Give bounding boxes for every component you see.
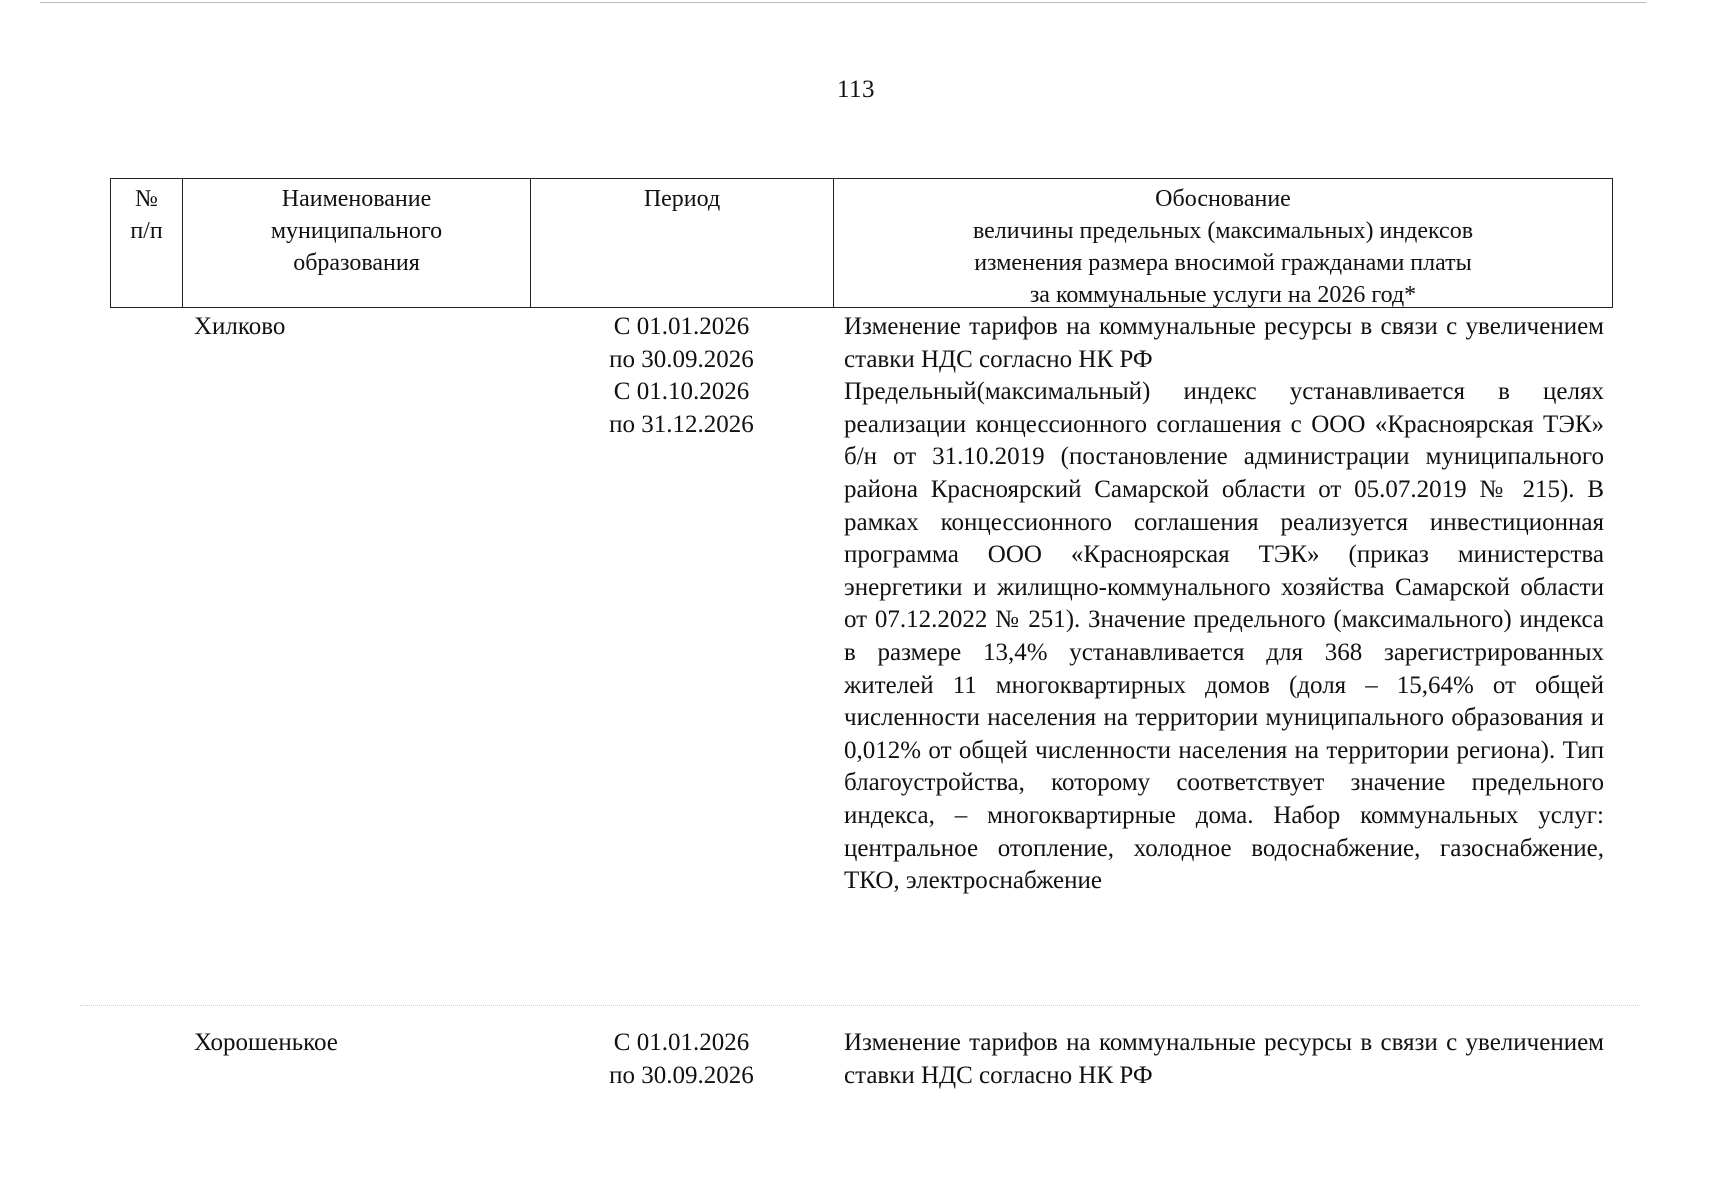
justification-paragraph: Предельный(максимальный) индекс устанавливается в целях реализации концессионного соглашения с ООО «Красноярская ТЭК» б/н от 31.10.2019 (постановление администрации муниципального района Красноярский Самарской области от 05.07.2019 № 215). В рамках концессионного соглашения реализуется инвестиционная программа ООО «Красноярская ТЭК» (приказ министерства энергетики и жилищно-коммунального хозяйства Самарской области от 07.12.2022 № 251). Значение предельного (максимального) индекса в размере 13,4% устанавливается для 368 зарегистрированных жителей 11 многоквартирных домов (доля – 15,64% от общей численности населения на территории муниципального образования и 0,012% от общей численности населения на территории региона). Тип благоустройства, которому соответствует значение предельного индекса, – многоквартирные дома. Набор коммунальных услуг: центральное отопление, холодное водоснабжение, газоснабжение, ТКО, электроснабжение	[844, 378, 1604, 895]
header-municipality-line: муниципального	[270, 218, 443, 244]
period-line: по 31.12.2026	[609, 410, 754, 438]
header-municipality-line: Наименование	[281, 186, 432, 212]
table-row	[110, 1027, 1613, 1107]
municipality-name: Хилково	[194, 313, 286, 340]
scan-edge-line	[40, 2, 1646, 3]
header-period-line: Период	[643, 186, 721, 212]
header-justification	[834, 179, 1612, 307]
header-municipality-line: образования	[293, 250, 420, 276]
header-justification-line: за коммунальные услуги на 2026 год*	[1029, 282, 1417, 307]
period-line: С 01.10.2026	[613, 378, 750, 406]
header-justification-line: Обоснование	[1155, 186, 1291, 212]
header-justification-line: величины предельных (максимальных) индексов	[972, 218, 1474, 244]
period-line: по 30.09.2026	[609, 345, 754, 373]
period-cell	[530, 311, 833, 441]
period-line: С 01.01.2026	[613, 313, 750, 340]
header-number-line: п/п	[130, 218, 163, 244]
municipality-name: Хорошенькое	[194, 1029, 338, 1056]
justification-paragraph: Изменение тарифов на коммунальные ресурсы в связи с увеличением ставки НДС согласно НК РФ	[844, 1029, 1604, 1089]
row-separator	[80, 1005, 1640, 1006]
period-line: по 30.09.2026	[609, 1061, 754, 1089]
header-number-line: №	[135, 186, 158, 212]
header-municipality	[183, 179, 531, 307]
justification-cell	[844, 1027, 1604, 1092]
header-number	[111, 179, 183, 307]
page-number: 113	[836, 76, 876, 103]
table-row	[110, 311, 1613, 1001]
justification-cell	[844, 311, 1604, 898]
justification-paragraph: Изменение тарифов на коммунальные ресурсы в связи с увеличением ставки НДС согласно НК РФ	[844, 313, 1604, 373]
period-cell	[530, 1027, 833, 1092]
table-header	[110, 178, 1613, 308]
header-period	[531, 179, 834, 307]
header-justification-line: изменения размера вносимой гражданами платы	[974, 250, 1472, 276]
period-line: С 01.01.2026	[613, 1029, 750, 1056]
